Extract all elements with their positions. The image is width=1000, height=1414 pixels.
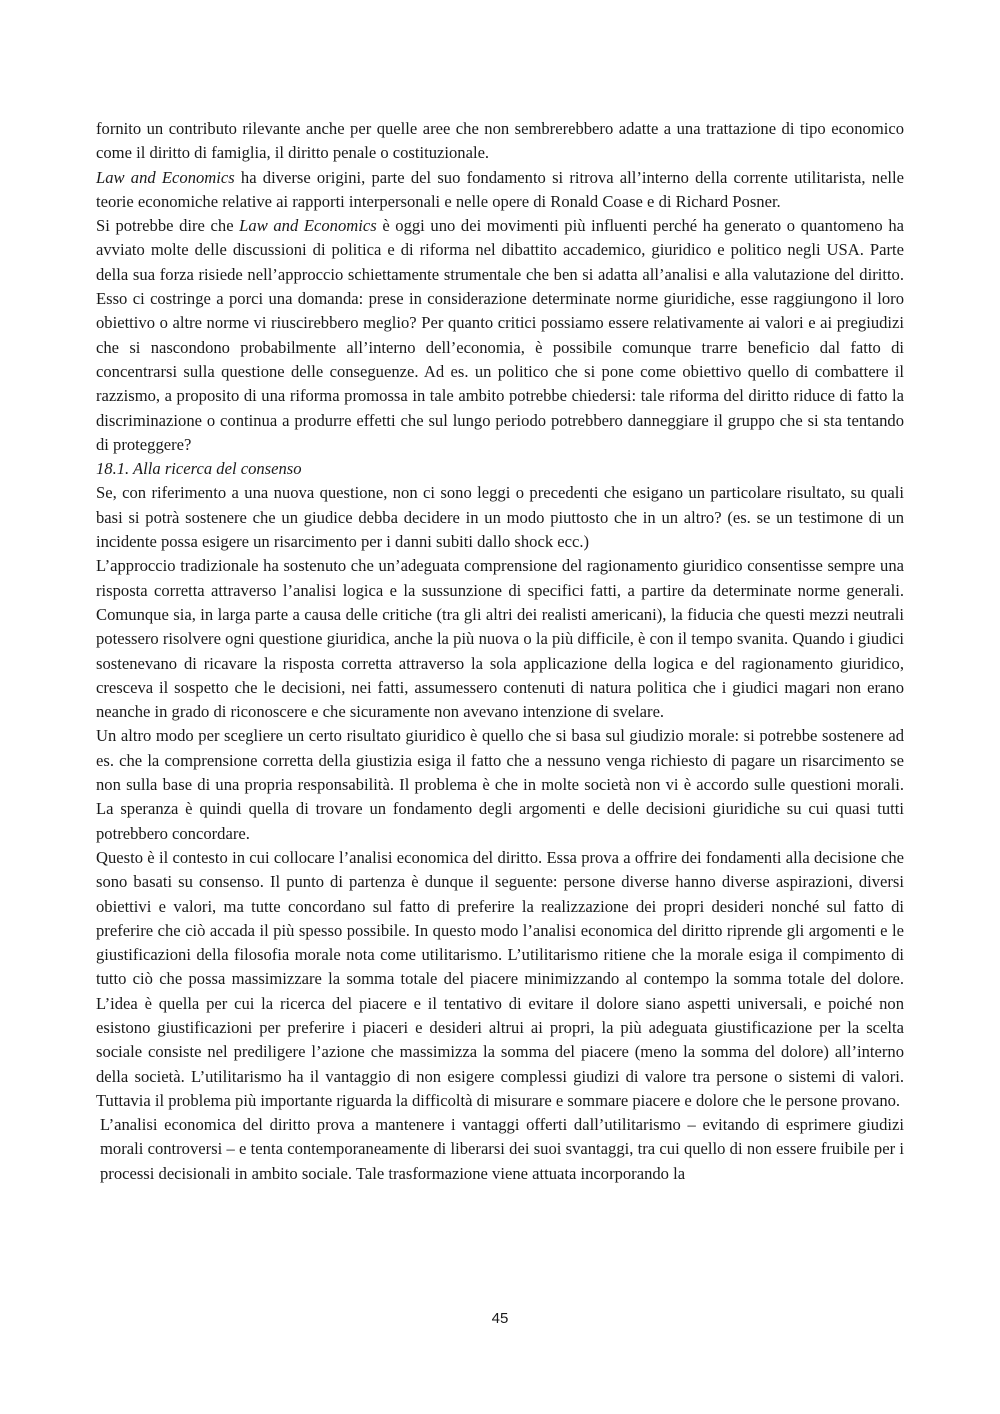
paragraph: L’analisi economica del diritto prova a mantenere i vantaggi offerti dall’utilitarismo – evitando di esprimere giudizi morali controversi – e tenta contemporaneamente di liberarsi dei suoi svantaggi, tra cui quello di non essere fruibile per i processi decisionali in ambito sociale. Tale trasformazione viene attuata incorporando la [100,1115,904,1183]
paragraph-text: Si potrebbe dire che [96,216,240,236]
paragraph [96,214,904,457]
paragraph: Un altro modo per scegliere un certo risultato giuridico è quello che si basa sul giudizio morale: si potrebbe sostenere ad es. che la comprensione corretta della giustizia esiga il fatto che a nessuno venga richiesto di pagare un risarcimento se non sulla base di una propria responsabilità. Il problema è che in molte società non vi è accordo sulle questioni morali. La speranza è quindi quella di trovare un fondamento degli argomenti e delle decisioni giuridiche su cui quasi tutti potrebbero concordare. [96,726,904,843]
paragraph-text: fornito un contributo rilevante anche per quelle aree che non sembrerebbero adatte a una trattazione di tipo economico come il diritto di famiglia, il diritto penale o costituzionale. [96,119,904,163]
paragraph: L’approccio tradizionale ha sostenuto che un’adeguata comprensione del ragionamento giuridico consentisse sempre una risposta corretta attraverso l’analisi logica e la sussunzione di specifici fatti, a partire da determinate norme generali. Comunque sia, in larga parte a causa delle critiche (tra gli altri dei realisti americani), la fiducia che questi mezzi neutrali potessero risolvere ogni questione giuridica, anche la più nuova o la più difficile, è con il tempo svanita. Quando i giudici sostenevano di ricavare la risposta corretta attraverso la sola applicazione della logica e del ragionamento giuridico, cresceva il sospetto che le decisioni, nei fatti, assumessero contenuti di natura politica che i giudici magari non erano neanche in grado di riconoscere e che sicuramente non avevano intenzione di svelare. [96,556,904,722]
paragraph [96,117,904,166]
italic-term: Law and Economics [96,167,235,187]
paragraph: Questo è il contesto in cui collocare l’analisi economica del diritto. Essa prova a offrire dei fondamenti alla decisione che sono basati su consenso. Il punto di partenza è dunque il seguente: persone diverse hanno diverse aspirazioni, diversi obiettivi e valori, ma tutte concordano sul fatto di preferire la realizzazione dei propri desideri nonché sul fatto di preferire che ciò accada il più spesso possibile. In questo modo l’analisi economica del diritto riprende gli argomenti e le giustificazioni della filosofia morale nota come utilitarismo. L’utilitarismo ritiene che la morale esiga il compimento di tutto ciò che possa massimizzare la somma totale del piacere minimizzando al contempo la somma totale del dolore. L’idea è quella per cui la ricerca del piacere e il tentativo di evitare il dolore siano aspetti universali, e poiché non esistono giustificazioni per preferire i piaceri e desideri altrui ai propri, la più adeguata giustificazione per la scelta sociale consiste nel prediligere l’azione che massimizza la somma del piacere (meno la somma del dolore) all’interno della società. L’utilitarismo ha il vantaggio di non esigere complessi giudizi di valore tra persone o sistemi di valori. Tuttavia il problema più importante riguarda la difficoltà di misurare e sommare piacere e dolore che le persone provano. [96,847,904,1110]
paragraph: Se, con riferimento a una nuova questione, non ci sono leggi o precedenti che esigano un particolare risultato, su quali basi si potrà sostenere che un giudice debba decidere in un modo piuttosto che in un altro? (es. se un testimone di un incidente possa esigere un risarcimento per i danni subiti dallo shock ecc.) [96,483,904,552]
paragraph [96,166,904,215]
section-heading: 18.1. Alla ricerca del consenso [96,459,302,479]
italic-term: Law and Economics [239,216,377,236]
paragraph-text: è oggi uno dei movimenti più influenti perché ha generato o quantomeno ha avviato molte delle discussioni di politica e di riforma nel dibattito accademico, giuridico e politico negli USA. Parte della sua forza risiede nell’approccio schiettamente strumentale che ben si adatta all’analisi e alla valutazione del diritto. Esso ci costringe a porci una domanda: prese in considerazione determinate norme giuridiche, esse raggiungono il loro obiettivo o altre norme vi riuscirebbero meglio? Per quanto critici possiamo essere relativamente ai valori e ai pregiudizi che si nascondono probabilmente all’interno dell’economia, è possibile comunque trarre beneficio dal fatto di concentrarsi sulla questione delle conseguenze. Ad es. un politico che si pone come obiettivo quello di combattere il razzismo, a proposito di una riforma promossa in tale ambito potrebbe chiedersi: tale riforma del diritto riduce di fatto la discriminazione o continua a produrre effetti che sul lungo periodo potrebbero danneggiare il gruppo che si sta tentando di proteggere? [96,216,905,454]
body-text [96,117,904,1186]
paragraph-text: ha diverse origini, parte del suo fondamento si ritrova all’interno della corrente utilitarista, nelle teorie economiche relative ai rapporti interpersonali e nelle opere di Ronald Coase e di Richard Posner. [96,167,904,211]
page-number: 45 [491,1310,509,1327]
